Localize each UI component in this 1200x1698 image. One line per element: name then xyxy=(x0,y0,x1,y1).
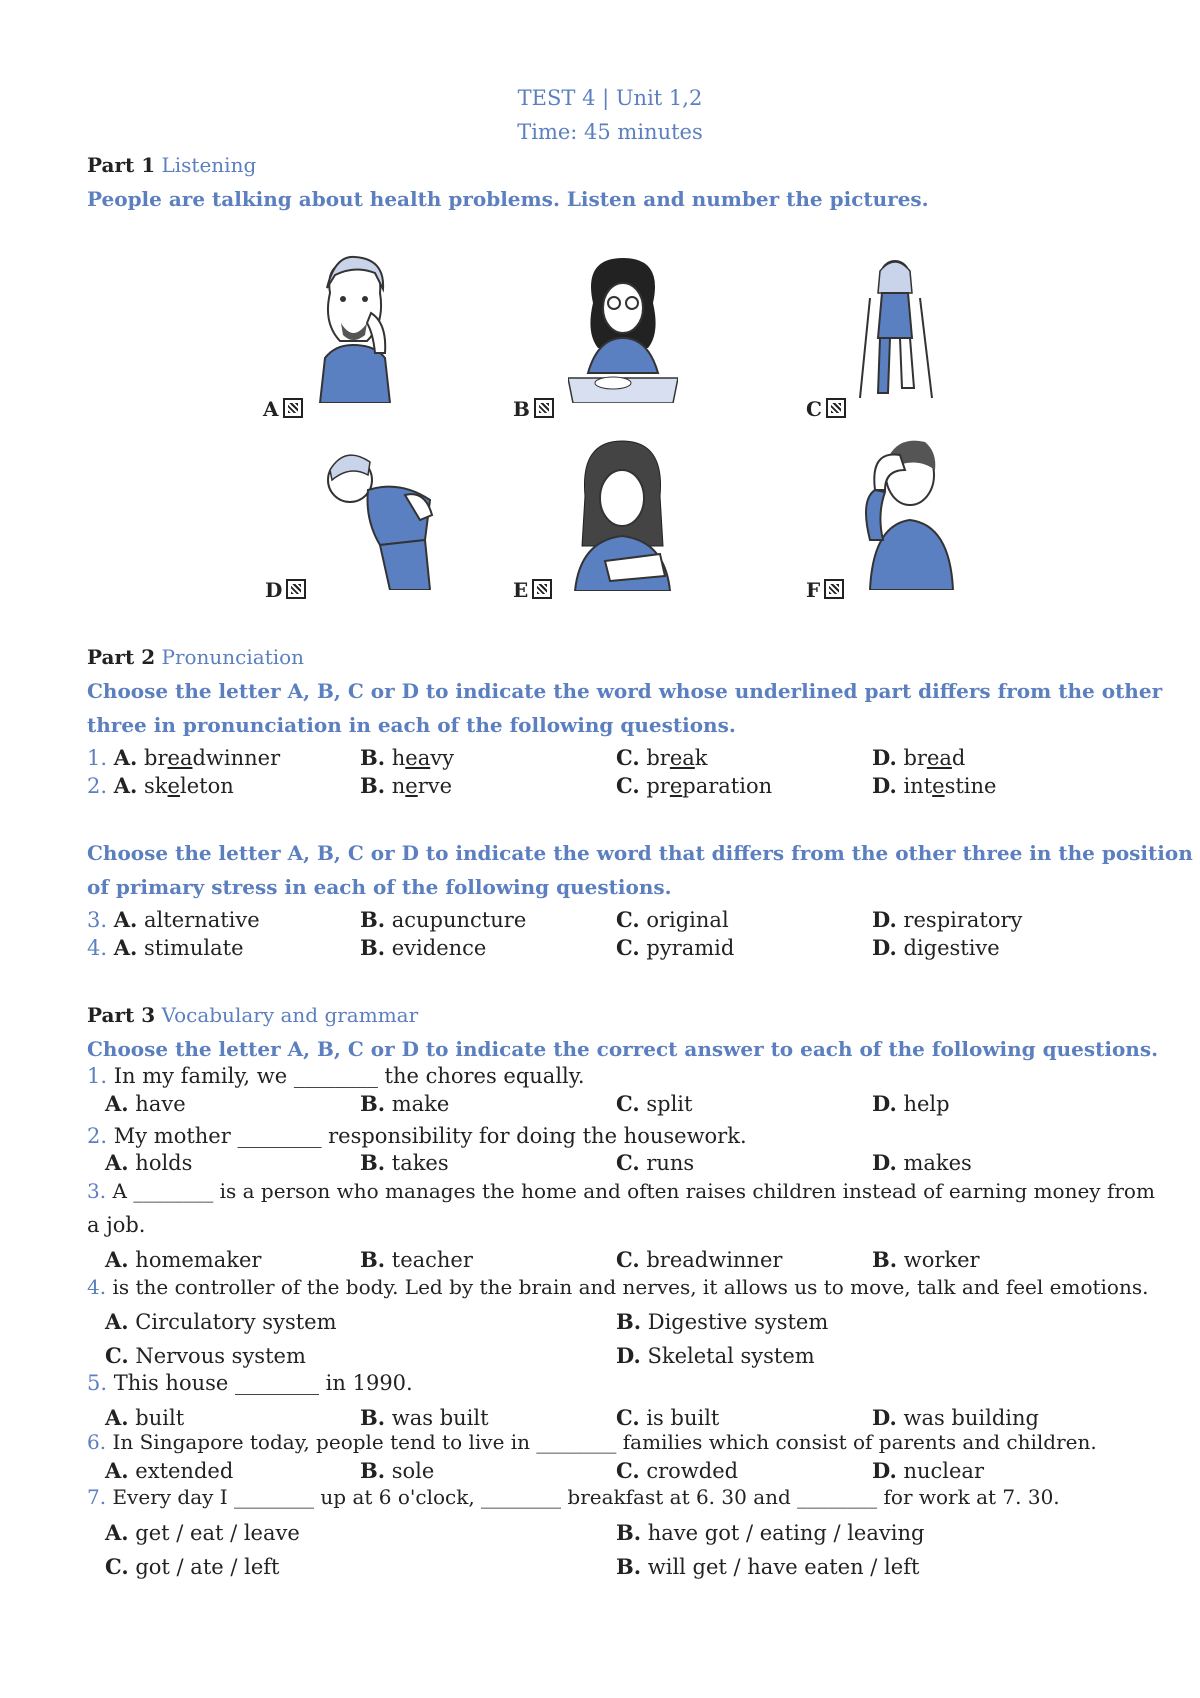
p3-q5-option-d[interactable]: D. was building xyxy=(872,1405,1039,1430)
p3-q7-option-a[interactable]: A. get / eat / leave xyxy=(105,1520,300,1545)
picture-man-toothache xyxy=(305,253,400,403)
p3-q1-option-d[interactable]: D. help xyxy=(872,1091,950,1116)
p3-q7-option-c[interactable]: C. got / ate / left xyxy=(105,1554,280,1579)
p3-q1-option-b[interactable]: B. make xyxy=(360,1091,450,1116)
p3-q4-option-d[interactable]: D. Skeletal system xyxy=(616,1343,815,1368)
part1-instruction: People are talking about health problems. Listen and number the pictures. xyxy=(87,187,929,211)
p3-q3-option-c[interactable]: C. breadwinner xyxy=(616,1247,783,1272)
p3-q2-stem: 2. My mother ________ responsibility for doing the housework. xyxy=(87,1124,747,1148)
p3-q6-option-d[interactable]: D. nuclear xyxy=(872,1458,984,1483)
p3-q7-option-b[interactable]: B. have got / eating / leaving xyxy=(616,1520,925,1545)
p3-q4-option-c[interactable]: C. Nervous system xyxy=(105,1343,306,1368)
p2-q1-option-b[interactable]: B. heavy xyxy=(360,745,454,770)
part2-instruction1-line2: three in pronunciation in each of the following questions. xyxy=(87,713,736,737)
p2-q2-option-c[interactable]: C. preparation xyxy=(616,773,773,798)
picture-label-b: B xyxy=(513,396,554,421)
picture-label-f: F xyxy=(806,577,844,602)
p3-q7-option-d[interactable]: B. will get / have eaten / left xyxy=(616,1554,920,1579)
p2-q1-option-d[interactable]: D. bread xyxy=(872,745,966,770)
p3-q4-option-b[interactable]: B. Digestive system xyxy=(616,1309,829,1334)
part2-instruction2-line2: of primary stress in each of the following questions. xyxy=(87,875,672,899)
p3-q5-option-b[interactable]: B. was built xyxy=(360,1405,489,1430)
p2-q3-option-a[interactable]: 3. A. alternative xyxy=(87,907,260,932)
picture-label-d: D xyxy=(265,577,306,602)
p3-q5-option-c[interactable]: C. is built xyxy=(616,1405,720,1430)
part2-heading: Part 2 Pronunciation xyxy=(87,645,305,669)
p3-q6-option-b[interactable]: B. sole xyxy=(360,1458,435,1483)
p3-q7-stem: 7. Every day I ________ up at 6 o'clock, ________ breakfast at 6. 30 and ________ for work at 7. 30. xyxy=(87,1485,1060,1509)
p3-q1-option-c[interactable]: C. split xyxy=(616,1091,693,1116)
p3-q1-option-a[interactable]: A. have xyxy=(105,1091,186,1116)
test-time: Time: 45 minutes xyxy=(517,120,703,144)
p3-q5-option-a[interactable]: A. built xyxy=(105,1405,185,1430)
part2-instruction1-line1: Choose the letter A, B, C or D to indicate the word whose underlined part differs from the other xyxy=(87,679,1163,703)
test-title: TEST 4 | Unit 1,2 xyxy=(517,86,703,110)
p3-q2-option-d[interactable]: D. makes xyxy=(872,1150,972,1175)
p2-q1-option-a[interactable]: 1. A. breadwinner xyxy=(87,745,281,770)
p3-q2-option-a[interactable]: A. holds xyxy=(105,1150,193,1175)
p3-q4-option-a[interactable]: A. Circulatory system xyxy=(105,1309,337,1334)
p2-q2-option-b[interactable]: B. nerve xyxy=(360,773,453,798)
picture-label-a: A xyxy=(263,396,303,421)
p2-q3-option-d[interactable]: D. respiratory xyxy=(872,907,1023,932)
p3-q3-stem: 3. A ________ is a person who manages the home and often raises children instead of earning money from xyxy=(87,1179,1155,1203)
part3-instruction: Choose the letter A, B, C or D to indicate the correct answer to each of the following questions. xyxy=(87,1037,1159,1061)
p3-q6-option-c[interactable]: C. crowded xyxy=(616,1458,739,1483)
p2-q2-option-d[interactable]: D. intestine xyxy=(872,773,997,798)
part3-heading: Part 3 Vocabulary and grammar xyxy=(87,1003,419,1027)
p2-q4-option-a[interactable]: 4. A. stimulate xyxy=(87,935,244,960)
p3-q3-option-a[interactable]: A. homemaker xyxy=(105,1247,262,1272)
picture-man-backache xyxy=(320,440,450,590)
p3-q6-option-a[interactable]: A. extended xyxy=(105,1458,234,1483)
p3-q2-option-b[interactable]: B. takes xyxy=(360,1150,449,1175)
p3-q3-option-b[interactable]: B. teacher xyxy=(360,1247,473,1272)
p2-q3-option-c[interactable]: C. original xyxy=(616,907,729,932)
p2-q4-option-b[interactable]: B. evidence xyxy=(360,935,487,960)
p2-q1-option-c[interactable]: C. break xyxy=(616,745,708,770)
p3-q5-stem: 5. This house ________ in 1990. xyxy=(87,1371,413,1395)
p2-q4-option-d[interactable]: D. digestive xyxy=(872,935,1000,960)
picture-boy-headache xyxy=(855,430,965,590)
p3-q4-stem: 4. is the controller of the body. Led by the brain and nerves, it allows us to move, talk and feel emotions. xyxy=(87,1275,1149,1299)
picture-woman-broken-arm xyxy=(565,436,680,591)
p2-q3-option-b[interactable]: B. acupuncture xyxy=(360,907,527,932)
p3-q3-stem-line2: a job. xyxy=(87,1213,146,1237)
p3-q6-stem: 6. In Singapore today, people tend to live in ________ families which consist of parents and children. xyxy=(87,1430,1097,1454)
p3-q1-stem: 1. In my family, we ________ the chores equally. xyxy=(87,1064,585,1088)
p2-q4-option-c[interactable]: C. pyramid xyxy=(616,935,735,960)
picture-woman-eating xyxy=(568,253,678,403)
p3-q2-option-c[interactable]: C. runs xyxy=(616,1150,695,1175)
part1-heading: Part 1 Listening xyxy=(87,153,257,177)
p2-q2-option-a[interactable]: 2. A. skeleton xyxy=(87,773,234,798)
picture-label-c: C xyxy=(806,396,846,421)
part2-instruction2-line1: Choose the letter A, B, C or D to indicate the word that differs from the other three in the position xyxy=(87,841,1193,865)
picture-label-e: E xyxy=(513,577,552,602)
picture-girl-crutches xyxy=(850,253,940,403)
p3-q3-option-d[interactable]: B. worker xyxy=(872,1247,980,1272)
